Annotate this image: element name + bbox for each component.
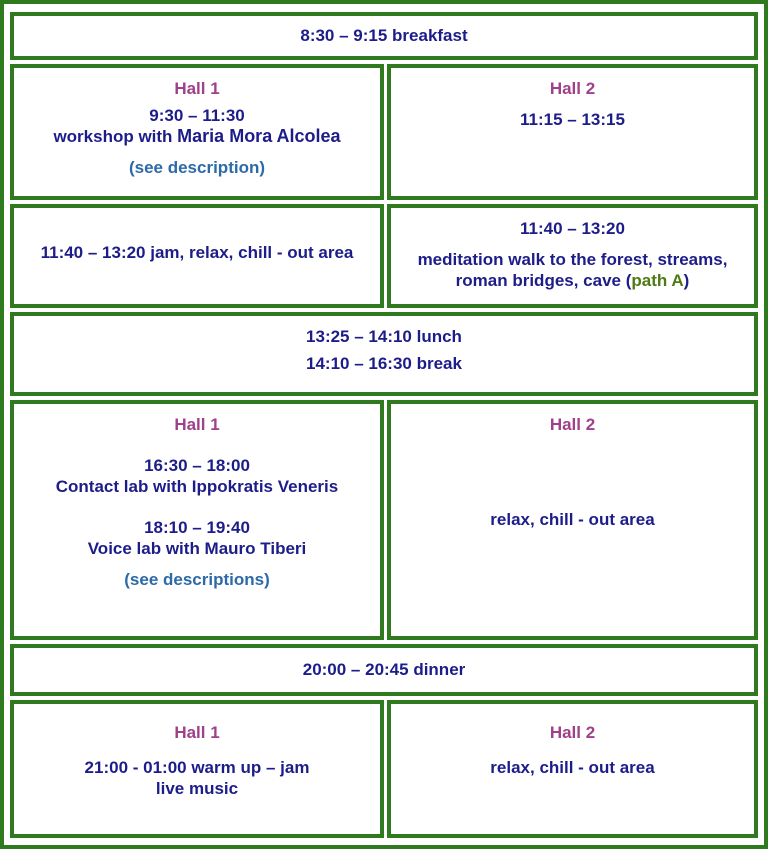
hall2-afternoon-label: Hall 2 xyxy=(549,415,596,434)
contact-lab-title: Contact lab with Ippokratis Veneris xyxy=(55,477,339,496)
hall2-morning-time: 11:15 – 13:15 xyxy=(520,110,625,129)
hall2-afternoon-cell xyxy=(387,400,758,640)
hall2-afternoon-text: relax, chill - out area xyxy=(490,510,655,529)
see-description-link[interactable]: (see description) xyxy=(128,158,266,177)
jam-chill-text: 11:40 – 13:20 jam, relax, chill - out area xyxy=(40,243,354,262)
meditation-line2-text: roman bridges, cave ( xyxy=(455,271,632,290)
hall2-evening-cell xyxy=(387,700,758,838)
meditation-walk-cell xyxy=(387,204,758,308)
meditation-line2-close: ) xyxy=(683,271,690,290)
hall2-evening-text: relax, chill - out area xyxy=(490,758,655,777)
hall1-evening-cell xyxy=(10,700,384,838)
break-text: 14:10 – 16:30 break xyxy=(306,354,462,373)
jam-chill-cell xyxy=(10,204,384,308)
contact-lab-time: 16:30 – 18:00 xyxy=(144,456,250,475)
breakfast-text: 8:30 – 9:15 breakfast xyxy=(300,26,468,45)
path-a-link[interactable]: path A xyxy=(631,271,684,290)
hall1-afternoon-cell xyxy=(10,400,384,640)
live-music-text: live music xyxy=(155,779,239,798)
hall1-morning-cell xyxy=(10,64,384,200)
hall1-evening-label: Hall 1 xyxy=(174,723,220,742)
lunch-text: 13:25 – 14:10 lunch xyxy=(306,327,462,346)
dinner-row xyxy=(10,644,758,696)
dinner-text: 20:00 – 20:45 dinner xyxy=(302,660,466,679)
see-descriptions-link[interactable]: (see descriptions) xyxy=(124,570,270,589)
meditation-time: 11:40 – 13:20 xyxy=(520,219,625,238)
voice-lab-time: 18:10 – 19:40 xyxy=(144,518,250,537)
lunch-break-row xyxy=(10,312,758,396)
hall1-label: Hall 1 xyxy=(174,79,220,98)
hall2-evening-label: Hall 2 xyxy=(549,723,596,742)
workshop-line: workshop with xyxy=(53,127,173,146)
workshop-time: 9:30 – 11:30 xyxy=(149,106,245,125)
warmup-jam-text: 21:00 - 01:00 warm up – jam xyxy=(84,758,310,777)
meditation-line1: meditation walk to the forest, streams, xyxy=(417,250,728,269)
hall1-afternoon-label: Hall 1 xyxy=(174,415,220,434)
voice-lab-title: Voice lab with Mauro Tiberi xyxy=(87,539,307,558)
breakfast-row xyxy=(10,12,758,60)
workshop-teacher: Maria Mora Alcolea xyxy=(177,126,341,146)
hall2-morning-cell xyxy=(387,64,758,200)
meditation-line2 xyxy=(391,270,754,291)
workshop-title xyxy=(14,126,380,147)
hall2-label: Hall 2 xyxy=(549,79,596,98)
